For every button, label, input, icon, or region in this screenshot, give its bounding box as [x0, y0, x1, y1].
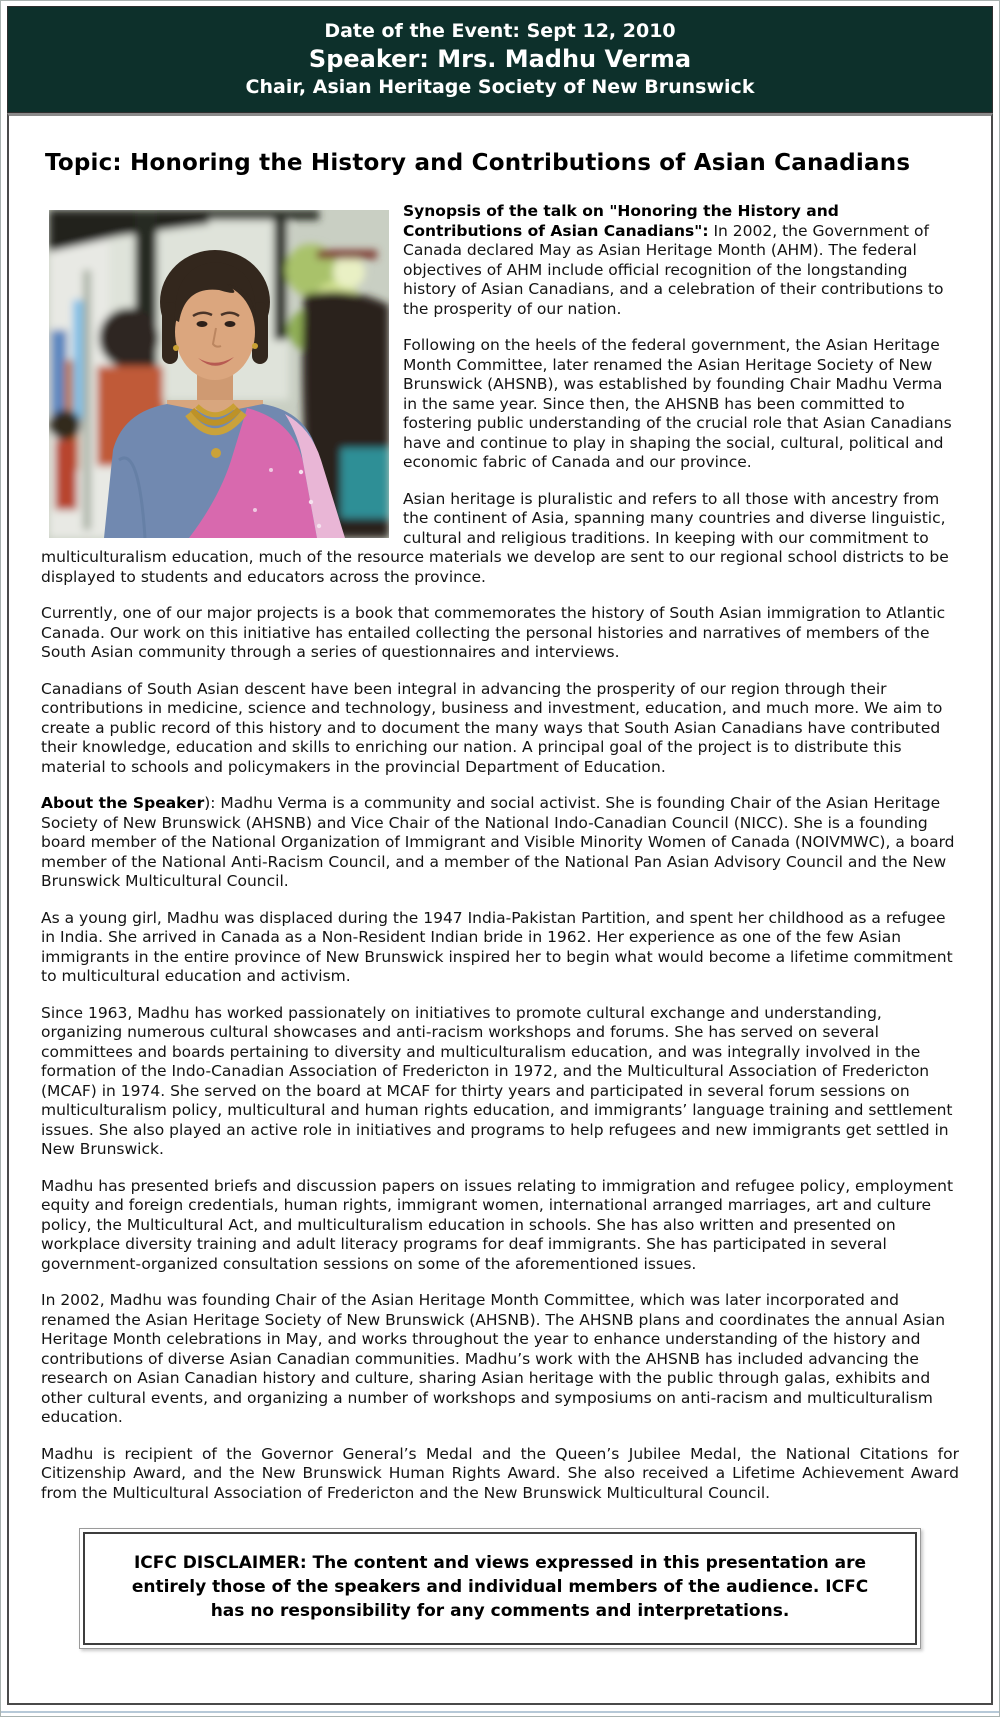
paragraph: As a young girl, Madhu was displaced during the 1947 India-Pakistan Partition, and spent her childhood as a refugee in India. She arrived in Canada as a Non-Resident Indian bride in 1962. Her experience as one of the few Asian immigrants in the entire province of New Brunswick inspired her to begin what would become a lifetime commitment to multicultural education and activism. [41, 908, 953, 985]
event-date: Date of the Event: Sept 12, 2010 [324, 20, 676, 42]
bottom-rule [1, 1711, 999, 1713]
speaker-affiliation: Chair, Asian Heritage Society of New Brunswick [245, 76, 755, 98]
event-speaker: Speaker: Mrs. Madhu Verma [308, 45, 692, 73]
page-title: Topic: Honoring the History and Contributions of Asian Canadians [45, 150, 911, 176]
speaker-photo [49, 210, 389, 538]
content-area [7, 113, 993, 1705]
event-header [7, 6, 993, 113]
paragraph: Following on the heels of the federal government, the Asian Heritage Month Committee, later renamed the Asian Heritage Society of New Brunswick (AHSNB), was established by founding Chair Madhu Verma in the same year. Since then, the AHSNB has been committed to fostering public understanding of the crucial role that Asian Canadians have and continue to play in shaping the social, cultural, political and economic fabric of Canada and our province. [403, 336, 952, 471]
paragraph: Currently, one of our major projects is a book that commemorates the history of South Asian immigration to Atlantic Canada. Our work on this initiative has entailed collecting the personal histories and narratives of members of the South Asian community through a series of questionnaires and interviews. [41, 604, 946, 661]
paragraph: Madhu is recipient of the Governor General’s Medal and the Queen’s Jubilee Medal, the National Citations for Citizenship Award, and the New Brunswick Human Rights Award. She also received a Lifetime Achievement Award from the Multicultural Association of Fredericton and the New Brunswick Multicultural Council. [41, 1444, 959, 1502]
disclaimer-text: ICFC DISCLAIMER: The content and views expressed in this presentation are entirely those of the speakers and individual members of the audience. ICFC has no responsibility for any comments and interpretations. [83, 1532, 917, 1645]
paragraph: Synopsis of the talk on "Honoring the History and Contributions of Asian Canadians": In 2002, the Government of Canada declared May as Asian Heritage Month (AHM). The federal objectives of AHM include official recognition of the longstanding history of Asian Canadians, and a celebration of their contributions to the prosperity of our nation. [403, 202, 944, 318]
paragraph: About the Speaker): Madhu Verma is a community and social activist. She is founding Chair of the Asian Heritage Society of New Brunswick (AHSNB) and Vice Chair of the National Indo-Canadian Council (NICC). She is a founding board member of the National Organization of Immigrant and Visible Minority Women of Canada (NOIVMWC), a board member of the National Anti-Racism Council, and a member of the National Pan Asian Advisory Council and the New Brunswick Multicultural Council. [41, 794, 955, 890]
speaker-photo-image [49, 210, 389, 538]
paragraph: Asian heritage is pluralistic and refers to all those with ancestry from the continent of Asia, spanning many countries and diverse linguistic, cultural and religious traditions. In keeping with our commitment to multiculturalism education, much of the resource materials we develop are sent to our regional school districts to be displayed to students and educators across the province. [41, 489, 949, 586]
paragraph: Madhu has presented briefs and discussion papers on issues relating to immigration and refugee policy, employment equity and foreign credentials, human rights, immigrant women, international arranged marriages, art and culture policy, the Multicultural Act, and multiculturalism education in schools. She has also written and presented on workplace diversity training and adult literacy programs for deaf immigrants. She has participated in several government-organized consultation sessions on some of the aforementioned issues. [41, 1176, 954, 1273]
body-text [41, 202, 959, 1503]
paragraph: In 2002, Madhu was founding Chair of the Asian Heritage Month Committee, which was later incorporated and renamed the Asian Heritage Society of New Brunswick (AHSNB). The AHSNB plans and coordinates the annual Asian Heritage Month celebrations in May, and works throughout the year to enhance understanding of the history and contributions of diverse Asian Canadian communities. Madhu’s work with the AHSNB has included advancing the research on Asian Canadian history and culture, sharing Asian heritage with the public through galas, exhibits and other cultural events, and organizing a number of workshops and symposiums on anti-racism and multiculturalism education. [41, 1291, 946, 1426]
paragraph: Since 1963, Madhu has worked passionately on initiatives to promote cultural exchange and understanding, organizing numerous cultural showcases and anti-racism workshops and forums. She has served on several committees and boards pertaining to diversity and multiculturalism education, and was integrally involved in the formation of the Indo-Canadian Association of Fredericton in 1972, and the Multicultural Association of Fredericton (MCAF) in 1974. She served on the board at MCAF for thirty years and participated in several forum sessions on multiculturalism policy, multicultural and human rights education, and immigrants’ language training and settlement issues. She also played an active role in initiatives and programs to help refugees and new immigrants get settled in New Brunswick. [41, 1003, 953, 1158]
disclaimer-box [79, 1528, 921, 1649]
paragraph: Canadians of South Asian descent have been integral in advancing the prosperity of our region through their contributions in medicine, science and technology, business and investment, education, and much more. We aim to create a public record of this history and to document the many ways that South Asian Canadians have contributed their knowledge, education and skills to enriching our nation. A principal goal of the project is to distribute this material to schools and policymakers in the provincial Department of Education. [41, 679, 943, 776]
